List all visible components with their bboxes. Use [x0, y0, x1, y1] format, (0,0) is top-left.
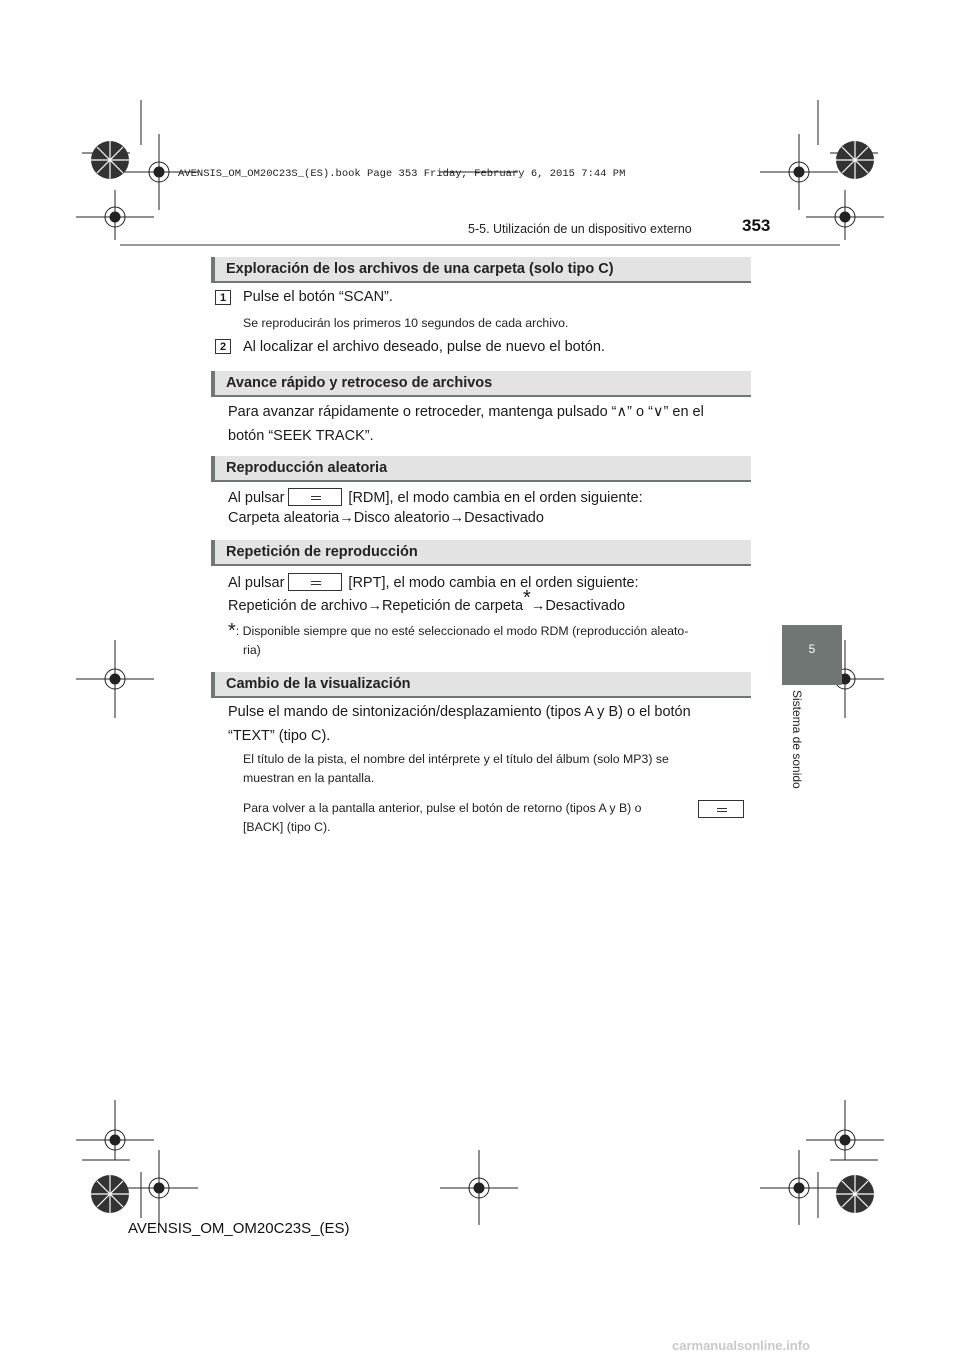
repeat-text-a: Repetición de archivo→Repetición de carpeta — [228, 598, 524, 614]
step-1-text: Pulse el botón “SCAN”. — [243, 289, 393, 305]
repeat-text-post: [RPT], el modo cambia en el orden siguiente: — [348, 574, 639, 591]
footnote-asterisk: * — [228, 620, 236, 642]
chapter-tab-label-text: Sistema de sonido — [790, 690, 804, 789]
rdm-button-icon — [288, 488, 342, 506]
random-text-line-1 — [228, 488, 643, 508]
fast-forward-text-line-1: Para avanzar rápidamente o retroceder, mantenga pulsado “∧” o “∨” en el — [228, 404, 704, 420]
section-heading-random: Reproducción aleatoria — [211, 456, 751, 482]
display-note-1-line-2: muestran en la pantalla. — [243, 771, 375, 785]
step-number-1: 1 — [215, 290, 231, 305]
rpt-button-icon — [288, 573, 342, 591]
random-text-pre: Al pulsar — [228, 489, 285, 506]
display-note-2-line-2: [BACK] (tipo C). — [243, 820, 331, 834]
chapter-tab-label — [790, 690, 804, 810]
header-section-title: 5-5. Utilización de un dispositivo externo — [468, 222, 692, 236]
watermark: carmanualsonline.info — [672, 1338, 810, 1353]
display-text-line-2: “TEXT” (tipo C). — [228, 728, 331, 744]
book-info-line: AVENSIS_OM_OM20C23S_(ES).book Page 353 Friday, February 6, 2015 7:44 PM — [178, 168, 626, 180]
random-text-post: [RDM], el modo cambia en el orden siguiente: — [348, 489, 643, 506]
repeat-text-b: →Desactivado — [530, 598, 626, 614]
section-heading-fast-forward: Avance rápido y retroceso de archivos — [211, 371, 751, 397]
fast-forward-text-line-2: botón “SEEK TRACK”. — [228, 428, 374, 444]
step-number-2: 2 — [215, 339, 231, 354]
footnote-text-1: : Disponible siempre que no esté seleccionado el modo RDM (reproducción aleato- — [235, 624, 689, 638]
step-1-note: Se reproducirán los primeros 10 segundos de cada archivo. — [243, 316, 569, 330]
random-text-line-2: Carpeta aleatoria→Disco aleatorio→Desactivado — [228, 510, 544, 526]
repeat-footnote-line-2: ria) — [243, 643, 261, 657]
section-heading-display: Cambio de la visualización — [211, 672, 751, 698]
display-note-1-line-1: El título de la pista, el nombre del intérprete y el título del álbum (solo MP3) se — [243, 752, 669, 766]
repeat-text-line-1 — [228, 573, 639, 593]
chapter-tab-number: 5 — [808, 642, 816, 656]
page-number: 353 — [742, 216, 771, 235]
back-button-icon — [698, 800, 744, 818]
display-note-2-line-1: Para volver a la pantalla anterior, pulse el botón de retorno (tipos A y B) o — [243, 801, 642, 815]
repeat-footnote-line-1 — [228, 620, 689, 642]
repeat-text-line-2 — [228, 587, 626, 614]
repeat-asterisk: * — [523, 587, 531, 609]
section-heading-scan: Exploración de los archivos de una carpeta (solo tipo C) — [211, 257, 751, 283]
display-text-line-1: Pulse el mando de sintonización/desplazamiento (tipos A y B) o el botón — [228, 704, 691, 720]
header-rule — [120, 244, 840, 246]
footer-document-code: AVENSIS_OM_OM20C23S_(ES) — [128, 1220, 350, 1237]
section-heading-repeat: Repetición de reproducción — [211, 540, 751, 566]
step-2-text: Al localizar el archivo deseado, pulse de nuevo el botón. — [243, 339, 605, 355]
repeat-text-pre: Al pulsar — [228, 574, 285, 591]
